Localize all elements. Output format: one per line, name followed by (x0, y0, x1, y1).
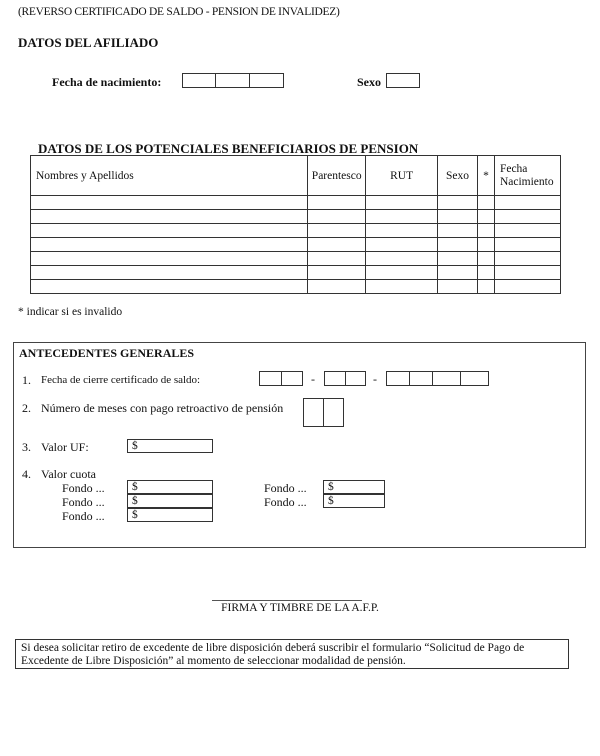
table-row[interactable] (31, 196, 561, 210)
sexo-label: Sexo (357, 75, 381, 89)
cell-parentesco[interactable] (308, 210, 366, 224)
cell-rut[interactable] (366, 238, 438, 252)
cell-parentesco[interactable] (308, 238, 366, 252)
cell-fecha[interactable] (494, 252, 560, 266)
fondo-value-field[interactable]: $ (323, 494, 385, 508)
cell-rut[interactable] (366, 280, 438, 294)
digit-box[interactable] (324, 399, 343, 426)
fecha-cierre-year-field[interactable] (386, 371, 489, 386)
cell-parentesco[interactable] (308, 196, 366, 210)
fecha-line1: Fecha (499, 162, 528, 175)
cell-invalido[interactable] (478, 266, 495, 280)
valor-uf-field[interactable]: $ (127, 439, 213, 453)
valor-cuota-label: Valor cuota (41, 467, 96, 481)
fondo-label: Fondo ... (264, 481, 307, 495)
cell-sexo[interactable] (438, 252, 478, 266)
cell-sexo[interactable] (438, 196, 478, 210)
table-row[interactable] (31, 224, 561, 238)
fecha-nacimiento-day-box[interactable] (183, 74, 216, 87)
fecha-nacimiento-month-box[interactable] (216, 74, 249, 87)
digit-box[interactable] (461, 372, 488, 385)
cell-invalido[interactable] (478, 224, 495, 238)
cell-parentesco[interactable] (308, 252, 366, 266)
cell-nombres[interactable] (31, 210, 308, 224)
document-header: (REVERSO CERTIFICADO DE SALDO - PENSION DE INVALIDEZ) (18, 6, 340, 18)
cell-rut[interactable] (366, 266, 438, 280)
cell-rut[interactable] (366, 210, 438, 224)
cell-parentesco[interactable] (308, 266, 366, 280)
cell-nombres[interactable] (31, 224, 308, 238)
table-row[interactable] (31, 280, 561, 294)
signature-line[interactable] (212, 600, 362, 601)
excedente-notice: Si desea solicitar retiro de excedente de libre disposición deberá suscribir el formulario “Solicitud de Pago de Excedente de Libre Disposición” al momento de seleccionar modalidad de pensión. (15, 639, 569, 669)
cell-fecha[interactable] (494, 280, 560, 294)
column-header-invalido: * (478, 156, 495, 196)
cell-rut[interactable] (366, 196, 438, 210)
valor-uf-label: Valor UF: (41, 440, 89, 454)
column-header-sexo: Sexo (438, 156, 478, 196)
column-header-rut: RUT (366, 156, 438, 196)
digit-box[interactable] (387, 372, 410, 385)
table-row[interactable] (31, 210, 561, 224)
cell-fecha[interactable] (494, 210, 560, 224)
cell-invalido[interactable] (478, 210, 495, 224)
cell-sexo[interactable] (438, 266, 478, 280)
firma-timbre-label: FIRMA Y TIMBRE DE LA A.F.P. (221, 602, 379, 614)
digit-box[interactable] (304, 399, 324, 426)
cell-invalido[interactable] (478, 196, 495, 210)
cell-nombres[interactable] (31, 252, 308, 266)
item-2-number: 2. (22, 401, 31, 415)
fondo-value-field[interactable]: $ (127, 508, 213, 522)
column-header-parentesco: Parentesco (308, 156, 366, 196)
date-separator: - (373, 372, 377, 386)
cell-nombres[interactable] (31, 196, 308, 210)
cell-rut[interactable] (366, 252, 438, 266)
cell-invalido[interactable] (478, 238, 495, 252)
invalido-footnote: * indicar si es invalido (18, 306, 123, 318)
cell-sexo[interactable] (438, 280, 478, 294)
fondo-value-field[interactable]: $ (127, 480, 213, 494)
cell-sexo[interactable] (438, 224, 478, 238)
cell-parentesco[interactable] (308, 280, 366, 294)
cell-nombres[interactable] (31, 280, 308, 294)
section-title-beneficiarios: DATOS DE LOS POTENCIALES BENEFICIARIOS DE PENSION (38, 141, 419, 156)
meses-retroactivo-label: Número de meses con pago retroactivo de pensión (41, 401, 284, 415)
fondo-label: Fondo ... (264, 495, 307, 509)
fondo-label: Fondo ... (62, 509, 105, 523)
fecha-nacimiento-label: Fecha de nacimiento: (52, 75, 162, 89)
cell-invalido[interactable] (478, 252, 495, 266)
fecha-nacimiento-year-box[interactable] (250, 74, 283, 87)
digit-box[interactable] (433, 372, 461, 385)
fecha-line2: Nacimiento (499, 175, 554, 188)
column-header-nombres: Nombres y Apellidos (31, 156, 308, 196)
beneficiarios-table (30, 155, 561, 294)
digit-box[interactable] (282, 372, 303, 385)
cell-nombres[interactable] (31, 266, 308, 280)
cell-fecha[interactable] (494, 224, 560, 238)
sexo-field[interactable] (386, 73, 420, 88)
item-3-number: 3. (22, 440, 31, 454)
digit-box[interactable] (260, 372, 282, 385)
fondo-value-field[interactable]: $ (323, 480, 385, 494)
item-4-number: 4. (22, 467, 31, 481)
table-header-row (31, 156, 561, 196)
fondo-label: Fondo ... (62, 481, 105, 495)
table-row[interactable] (31, 238, 561, 252)
digit-box[interactable] (325, 372, 346, 385)
table-row[interactable] (31, 266, 561, 280)
fecha-nacimiento-field[interactable] (182, 73, 284, 88)
section-title-antecedentes: ANTECEDENTES GENERALES (19, 346, 195, 360)
fondo-label: Fondo ... (62, 495, 105, 509)
table-row[interactable] (31, 252, 561, 266)
meses-retroactivo-field[interactable] (303, 398, 344, 427)
cell-parentesco[interactable] (308, 224, 366, 238)
cell-sexo[interactable] (438, 210, 478, 224)
item-1-number: 1. (22, 373, 31, 387)
cell-sexo[interactable] (438, 238, 478, 252)
cell-invalido[interactable] (478, 280, 495, 294)
digit-box[interactable] (410, 372, 433, 385)
cell-nombres[interactable] (31, 238, 308, 252)
column-header-fecha-nacimiento (494, 156, 560, 196)
cell-fecha[interactable] (494, 266, 560, 280)
section-title-afiliado: DATOS DEL AFILIADO (18, 35, 159, 50)
digit-box[interactable] (346, 372, 366, 385)
cell-fecha[interactable] (494, 196, 560, 210)
cell-rut[interactable] (366, 224, 438, 238)
date-separator: - (311, 372, 315, 386)
fondo-value-field[interactable]: $ (127, 494, 213, 508)
cell-fecha[interactable] (494, 238, 560, 252)
fecha-cierre-day-field[interactable] (259, 371, 303, 386)
fecha-cierre-month-field[interactable] (324, 371, 366, 386)
fecha-cierre-label: Fecha de cierre certificado de saldo: (41, 374, 201, 386)
